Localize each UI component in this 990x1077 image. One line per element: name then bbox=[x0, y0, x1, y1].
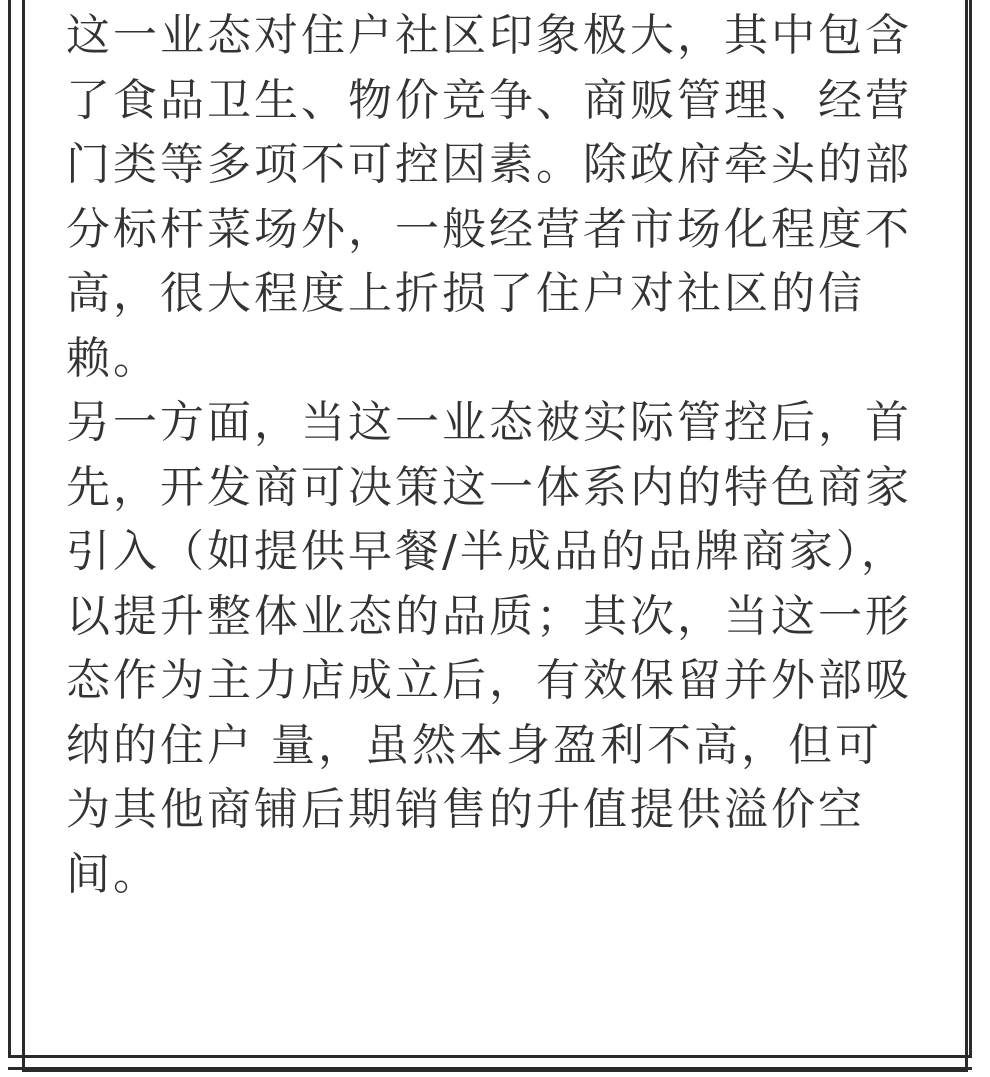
text-line: 间。 bbox=[66, 848, 160, 900]
text-line: 这一业态对住户社区印象极大，其中包含 bbox=[66, 10, 912, 61]
text-line: 态作为主力店成立后，有效保留并外部吸 bbox=[66, 655, 912, 706]
text-line: 引入（如提供早餐/半成品的品牌商家）， bbox=[66, 526, 908, 577]
text-line: 高，很大程度上折损了住户对社区的信 bbox=[66, 268, 865, 319]
text-line: 分标杆菜场外，一般经营者市场化程度不 bbox=[66, 203, 912, 255]
text-line: 纳的住户 量，虽然本身盈利不高，但可 bbox=[66, 719, 882, 771]
article-text-block bbox=[66, 4, 946, 907]
text-line: 了食品卫生、物价竞争、商贩管理、经营 bbox=[66, 74, 912, 126]
text-line: 先，开发商可决策这一体系内的特色商家 bbox=[66, 461, 912, 513]
text-line: 另一方面，当这一业态被实际管控后，首 bbox=[66, 397, 912, 448]
text-line: 门类等多项不可控因素。除政府牵头的部 bbox=[66, 139, 912, 190]
text-line: 以提升整体业态的品质；其次，当这一形 bbox=[66, 590, 912, 642]
text-line: 赖。 bbox=[66, 332, 160, 384]
text-line: 为其他商铺后期销售的升值提供溢价空 bbox=[66, 784, 865, 835]
watermark bbox=[560, 1040, 960, 1070]
